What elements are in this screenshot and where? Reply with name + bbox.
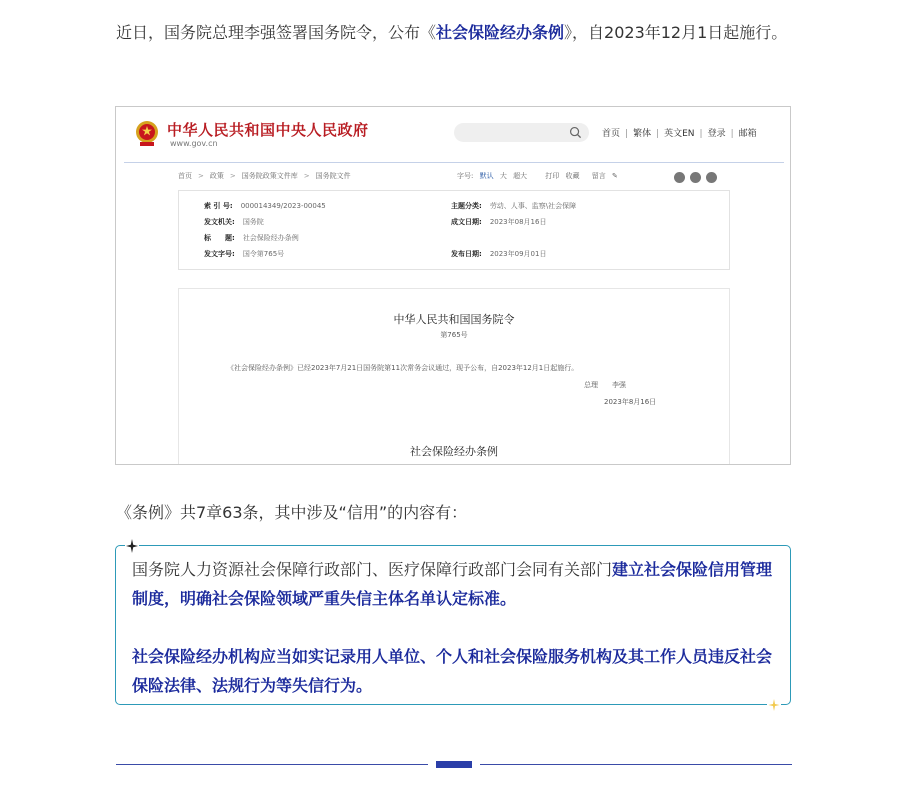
- breadcrumb-item[interactable]: 政策: [209, 172, 224, 180]
- pencil-icon[interactable]: ✎: [612, 172, 618, 180]
- gov-page-screenshot: [115, 106, 791, 465]
- nav-english[interactable]: 英文EN: [664, 129, 695, 139]
- callout-paragraph-2: [132, 642, 780, 700]
- breadcrumb-item[interactable]: 国务院文件: [315, 172, 351, 180]
- qzone-icon[interactable]: [706, 172, 717, 183]
- decree-date: 2023年8月16日: [604, 398, 657, 406]
- meta-label: 主题分类:: [451, 202, 482, 210]
- meta-value: 国务院: [242, 218, 264, 226]
- summary-paragraph: 《条例》共7章63条，其中涉及“信用”的内容有：: [116, 503, 468, 522]
- comment-button[interactable]: 留言: [591, 172, 606, 180]
- meta-value: 劳动、人事、监察\社会保障: [489, 202, 577, 210]
- site-url: www.gov.cn: [170, 139, 218, 148]
- font-size-xlarge[interactable]: 超大: [513, 172, 528, 180]
- site-title: 中华人民共和国中央人民政府: [167, 121, 369, 139]
- callout-text: [132, 555, 780, 700]
- font-size-label: 字号:: [457, 172, 474, 180]
- meta-value: 国令第765号: [242, 250, 285, 258]
- footer-divider-center: [436, 761, 472, 768]
- share-icons: [674, 168, 722, 187]
- meta-label: 索 引 号:: [204, 202, 233, 210]
- meta-value: 2023年08月16日: [489, 218, 547, 226]
- meta-value: 2023年09月01日: [489, 250, 547, 258]
- decree-number: 第765号: [440, 331, 468, 339]
- breadcrumb: 首页 > 政策 > 国务院政策文件库 > 国务院文件: [178, 172, 351, 180]
- meta-label: 标 题:: [204, 234, 235, 242]
- regulation-subtitle: 社会保险经办条例: [410, 445, 498, 458]
- page-tools: [457, 171, 618, 181]
- national-emblem-icon: [135, 119, 159, 147]
- breadcrumb-item[interactable]: 国务院政策文件库: [241, 172, 298, 180]
- wechat-icon[interactable]: [690, 172, 701, 183]
- breadcrumb-item[interactable]: 首页: [178, 172, 192, 180]
- document-meta-table: [178, 190, 730, 270]
- callout-plain-text: 国务院人力资源社会保障行政部门、医疗保障行政部门会同有关部门: [132, 560, 613, 579]
- regulation-name: 社会保险经办条例: [436, 23, 565, 42]
- gov-header: [116, 107, 790, 165]
- weibo-icon[interactable]: [674, 172, 685, 183]
- top-nav: 首页 | 繁体 | 英文EN | 登录 | 邮箱: [602, 126, 757, 139]
- callout-paragraph-1: [132, 555, 780, 613]
- sparkle-icon: [125, 538, 139, 554]
- header-divider: [124, 162, 784, 163]
- font-size-default[interactable]: 默认: [479, 172, 494, 180]
- search-input[interactable]: [454, 123, 589, 142]
- meta-label: 发布日期:: [451, 250, 482, 258]
- callout-bold-text: 社会保险经办机构应当如实记录用人单位、个人和社会保险服务机构及其工作人员违反社会保险法律、法规行为等失信行为。: [132, 647, 773, 695]
- decree-title: 中华人民共和国国务院令: [393, 313, 515, 326]
- meta-label: 发文机关:: [204, 218, 235, 226]
- intro-text: 近日，国务院总理李强签署国务院令，公布《: [116, 23, 437, 42]
- meta-value: 000014349/2023-00045: [240, 202, 326, 210]
- footer-divider-right: [480, 764, 792, 765]
- favorite-button[interactable]: 收藏: [565, 172, 580, 180]
- decree-document: [178, 288, 730, 465]
- decree-signer: 总理 李强: [584, 381, 626, 389]
- intro-text-end: 》，自2023年12月1日起施行。: [564, 23, 788, 42]
- footer-divider-left: [116, 764, 428, 765]
- font-size-large[interactable]: 大: [499, 172, 507, 180]
- meta-label: 发文字号:: [204, 250, 235, 258]
- callout-bold-text: 建立社会保险信用管理制度，明确社会保险领域严重失信主体名单认定标准。: [132, 560, 773, 608]
- credit-callout-box: [115, 545, 791, 705]
- intro-paragraph: [116, 18, 792, 47]
- nav-mail[interactable]: 邮箱: [738, 129, 757, 139]
- decree-body: 《社会保险经办条例》已经2023年7月21日国务院第11次常务会议通过，现予公布，自2023年12月1日起施行。: [227, 364, 579, 372]
- meta-label: 成文日期:: [451, 218, 482, 226]
- nav-login[interactable]: 登录: [707, 129, 726, 139]
- nav-home[interactable]: 首页: [602, 129, 621, 139]
- nav-traditional[interactable]: 繁体: [633, 129, 652, 139]
- meta-value: 社会保险经办条例: [242, 234, 299, 242]
- search-icon[interactable]: [569, 126, 582, 139]
- print-button[interactable]: 打印: [545, 172, 560, 180]
